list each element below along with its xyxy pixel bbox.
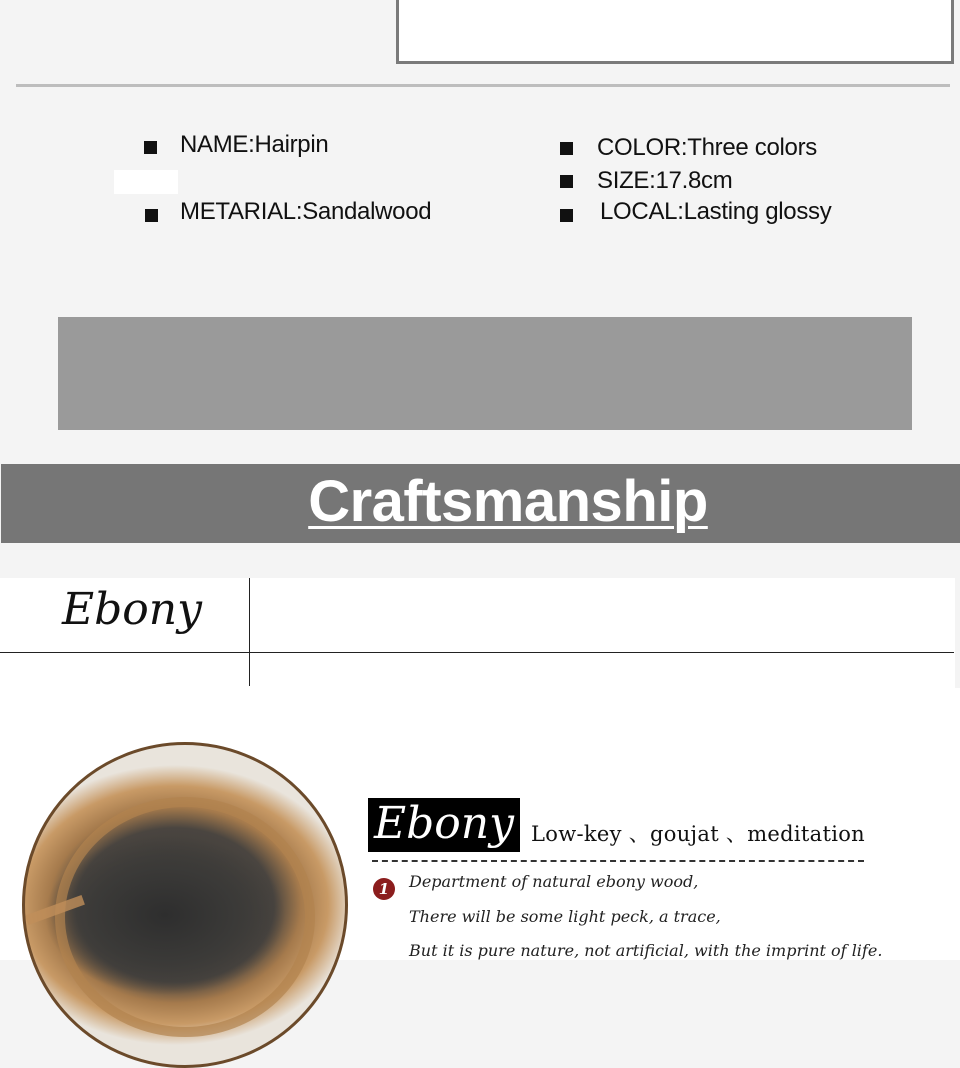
top-divider xyxy=(16,84,950,87)
spec-name: NAME:Hairpin xyxy=(180,131,329,158)
top-image-frame xyxy=(396,0,954,64)
description-line: There will be some light peck, a trace, xyxy=(409,907,721,926)
bullet-icon xyxy=(145,209,158,222)
header-horizontal-rule xyxy=(0,652,954,653)
header-vertical-rule xyxy=(249,578,250,686)
description-line: But it is pure nature, not artificial, with the imprint of life. xyxy=(409,941,883,960)
wood-rim xyxy=(55,797,315,1037)
bullet-icon xyxy=(560,209,573,222)
image-placeholder-banner xyxy=(58,317,912,430)
blank-patch xyxy=(114,170,178,194)
spec-size: SIZE:17.8cm xyxy=(597,167,733,194)
bullet-icon xyxy=(560,142,573,155)
bullet-icon xyxy=(144,141,157,154)
spec-color: COLOR:Three colors xyxy=(597,134,817,161)
spec-material: METARIAL:Sandalwood xyxy=(180,198,432,225)
ebony-tag: Ebony xyxy=(368,798,520,852)
ebony-tagline: Low-key 、goujat 、meditation xyxy=(531,822,865,846)
ebony-header-name: Ebony xyxy=(62,584,202,635)
dashed-divider xyxy=(372,860,864,862)
bullet-icon xyxy=(560,175,573,188)
craftsmanship-title: Craftsmanship xyxy=(308,469,708,534)
spec-local: LOCAL:Lasting glossy xyxy=(600,198,832,225)
ebony-wood-photo xyxy=(22,742,348,1068)
description-line: Department of natural ebony wood, xyxy=(409,872,699,891)
point-number-badge: 1 xyxy=(373,878,395,900)
